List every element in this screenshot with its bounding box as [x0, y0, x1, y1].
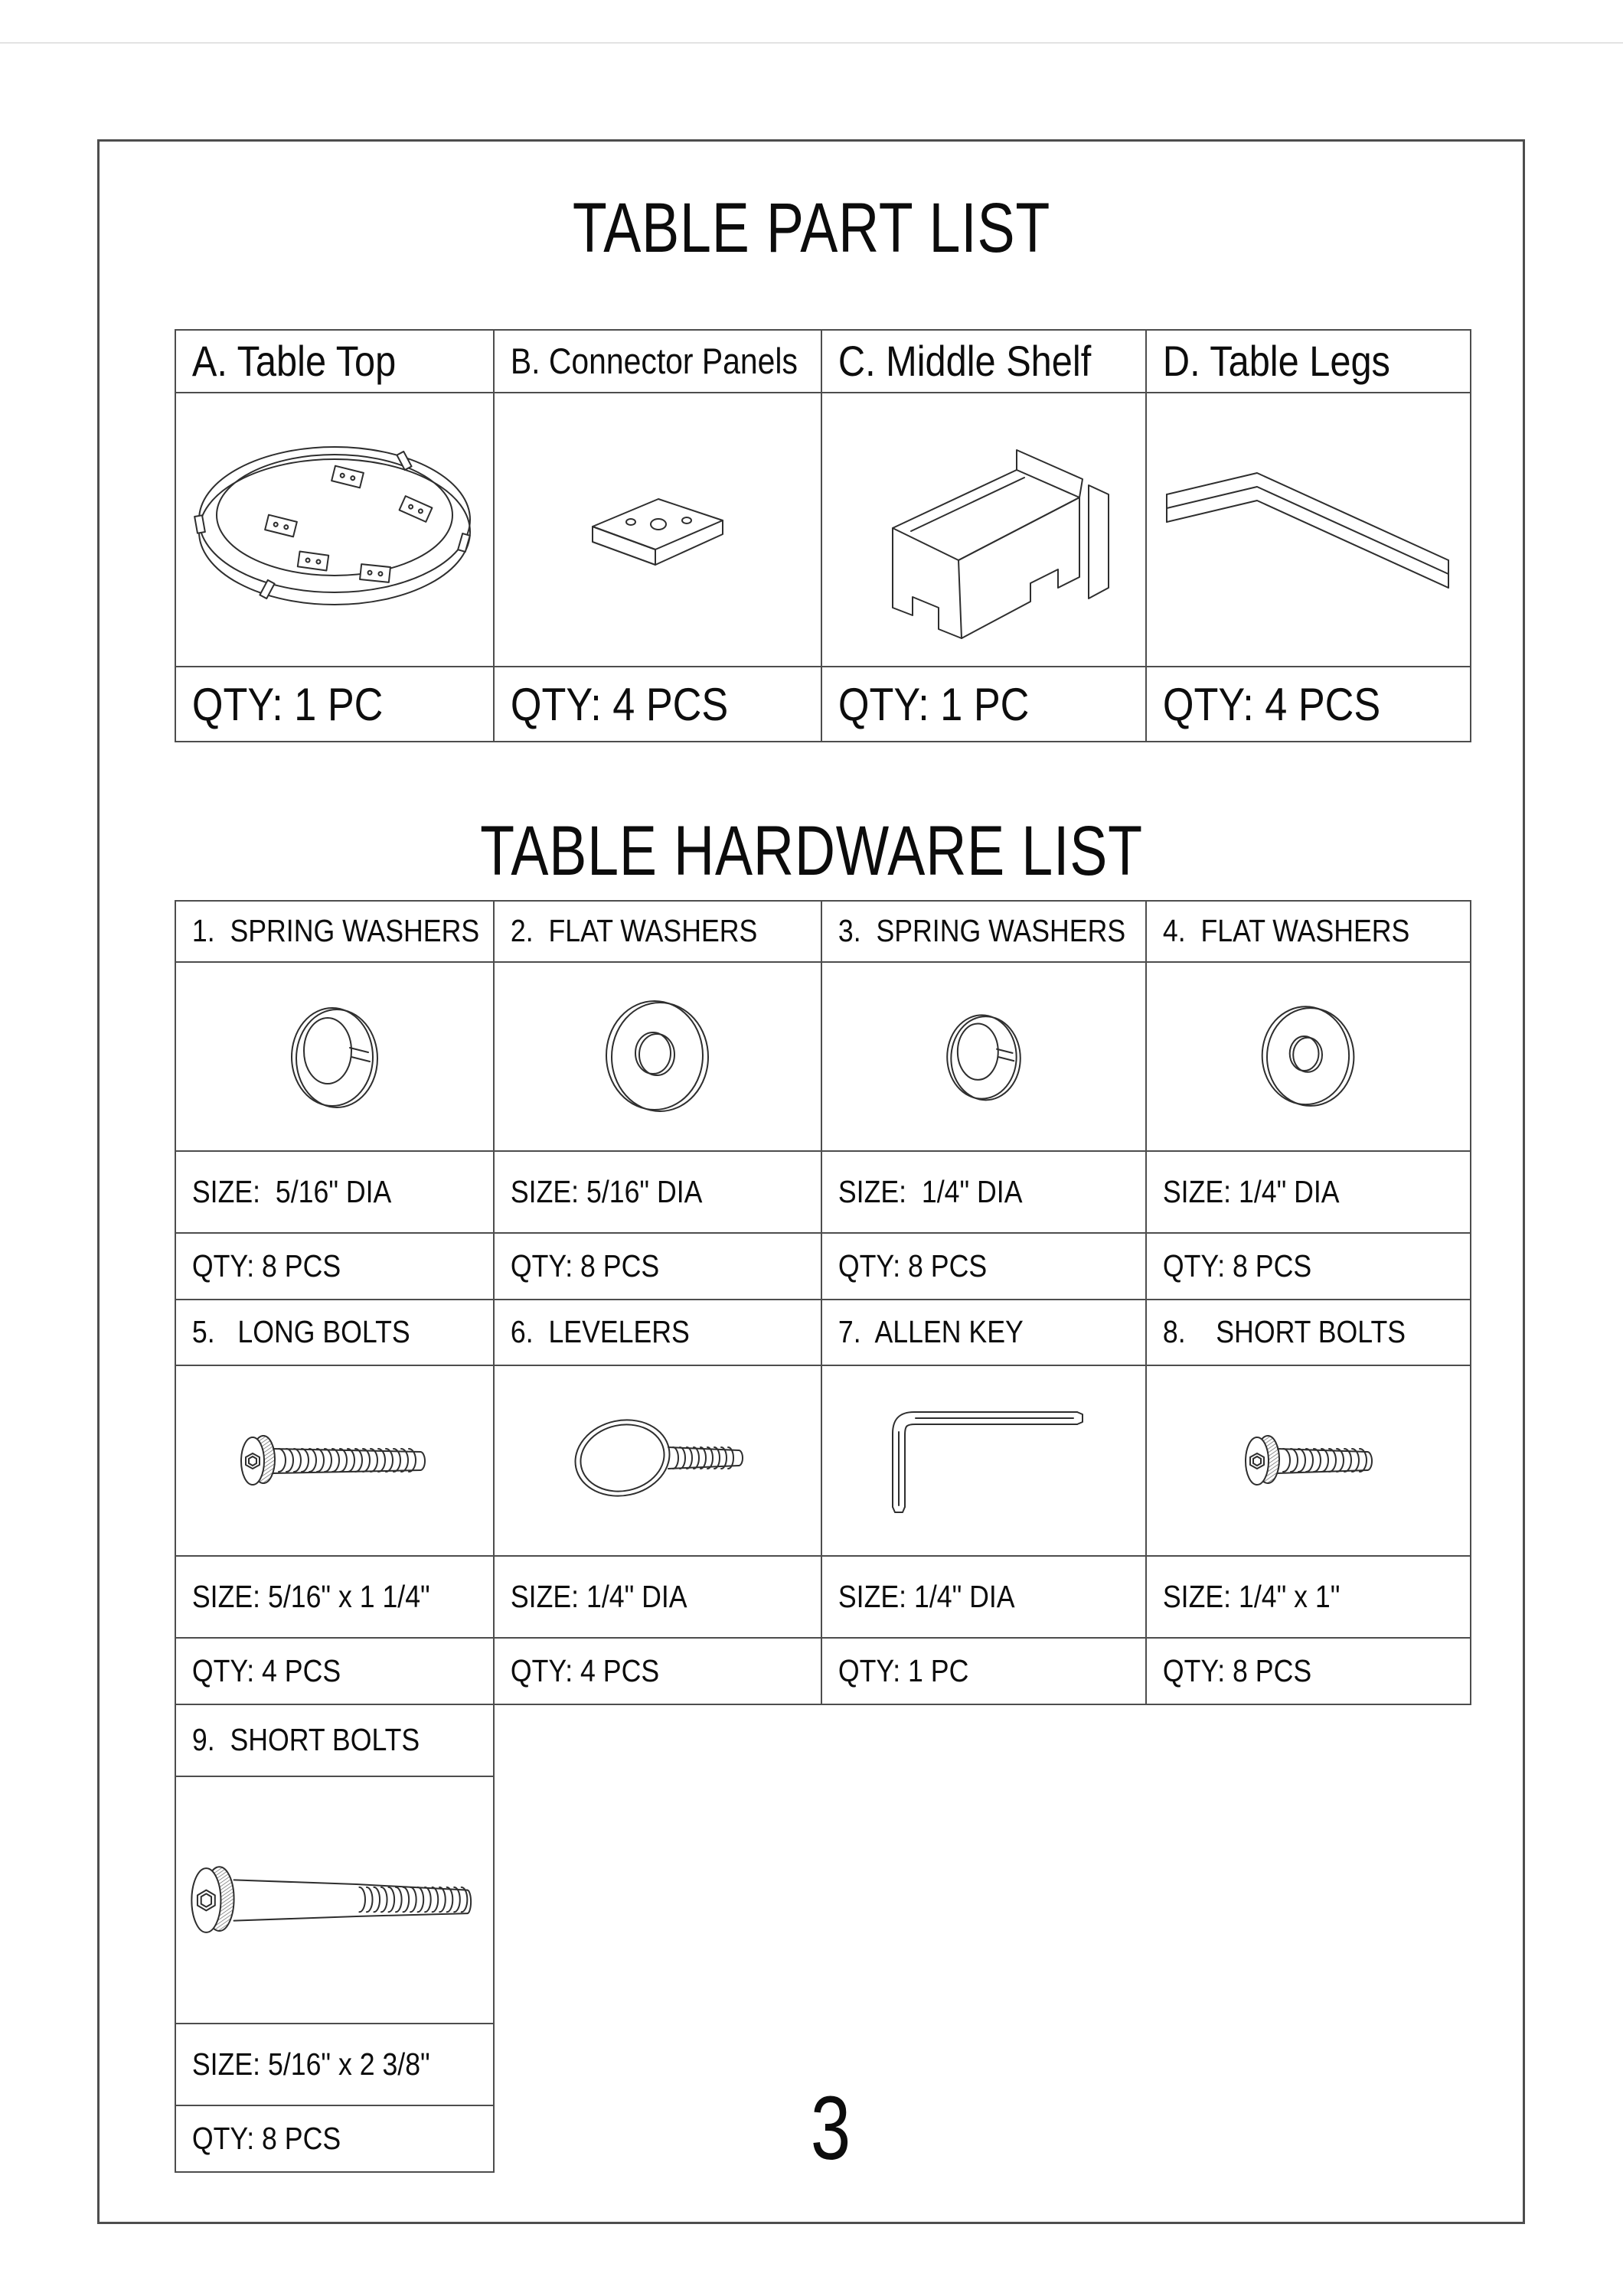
- hw-qty-cell-5: [175, 1639, 495, 1705]
- part-header-c: [822, 329, 1147, 393]
- spring-washer-icon: [935, 1004, 1033, 1110]
- hw-label-9: 9. SHORT BOLTS: [191, 1722, 420, 1758]
- hw-label-7: 7. ALLEN KEY: [838, 1314, 1024, 1350]
- hw-size-9: SIZE: 5/16" x 2 3/8": [191, 2046, 430, 2082]
- hw-image-cell-7: [822, 1366, 1147, 1557]
- empty-cell: [495, 1777, 822, 2024]
- part-label-c: C. Middle Shelf: [838, 336, 1092, 385]
- hw-image-cell-8: [1147, 1366, 1471, 1557]
- hw-header-6: [495, 1300, 822, 1366]
- hw-qty-cell-2: [495, 1234, 822, 1300]
- empty-cell: [495, 1705, 822, 1777]
- hw-qty-cell-6: [495, 1639, 822, 1705]
- page-number: 3: [810, 2078, 851, 2179]
- hw-size-cell-8: [1147, 1557, 1471, 1639]
- empty-cell: [1147, 1705, 1471, 1777]
- empty-cell: [1147, 2024, 1471, 2106]
- hw-size-cell-9: [175, 2024, 495, 2106]
- hw-image-cell-9: [175, 1777, 495, 2024]
- part-qty-d: QTY: 4 PCS: [1162, 678, 1381, 730]
- part-label-a: A. Table Top: [191, 336, 397, 385]
- part-image-cell-d: [1147, 393, 1471, 667]
- long-bolt-icon: [231, 1423, 438, 1499]
- hw-size-4: SIZE: 1/4" DIA: [1162, 1173, 1340, 1209]
- hw-qty-5: QTY: 4 PCS: [191, 1652, 341, 1688]
- parts-table: [175, 329, 1471, 742]
- hw-qty-cell-1: [175, 1234, 495, 1300]
- part-image-cell-c: [822, 393, 1147, 667]
- hw-size-2: SIZE: 5/16" DIA: [510, 1173, 703, 1209]
- hw-size-1: SIZE: 5/16" DIA: [191, 1173, 392, 1209]
- part-image-cell-b: [495, 393, 822, 667]
- hw-qty-6: QTY: 4 PCS: [510, 1652, 660, 1688]
- part-qty-cell-d: [1147, 667, 1471, 742]
- hw-size-cell-1: [175, 1152, 495, 1234]
- hw-qty-7: QTY: 1 PC: [838, 1652, 969, 1688]
- hw-header-2: [495, 900, 822, 963]
- hw-qty-3: QTY: 8 PCS: [838, 1247, 988, 1283]
- hw-size-5: SIZE: 5/16" x 1 1/4": [191, 1578, 430, 1614]
- hw-image-cell-3: [822, 963, 1147, 1152]
- hw-qty-1: QTY: 8 PCS: [191, 1247, 341, 1283]
- hw-size-3: SIZE: 1/4" DIA: [838, 1173, 1023, 1209]
- hw-qty-cell-7: [822, 1639, 1147, 1705]
- hw-image-cell-2: [495, 963, 822, 1152]
- hw-header-8: [1147, 1300, 1471, 1366]
- hw-size-7: SIZE: 1/4" DIA: [838, 1578, 1015, 1614]
- hw-size-cell-2: [495, 1152, 822, 1234]
- part-image-cell-a: [175, 393, 495, 667]
- empty-cell: [822, 1705, 1147, 1777]
- hw-qty-8: QTY: 8 PCS: [1162, 1652, 1312, 1688]
- part-qty-cell-b: [495, 667, 822, 742]
- hw-header-7: [822, 1300, 1147, 1366]
- part-label-d: D. Table Legs: [1162, 336, 1390, 385]
- short-bolt-icon: [1236, 1423, 1381, 1499]
- empty-cell: [495, 2106, 822, 2173]
- hw-header-1: [175, 900, 495, 963]
- hw-qty-cell-9: [175, 2106, 495, 2173]
- hw-size-cell-6: [495, 1557, 822, 1639]
- part-label-b: B. Connector Panels: [510, 341, 798, 382]
- hw-header-4: [1147, 900, 1471, 963]
- hw-qty-cell-3: [822, 1234, 1147, 1300]
- flat-washer-icon: [596, 996, 719, 1118]
- middle-shelf-drawing: [850, 415, 1118, 644]
- hw-label-5: 5. LONG BOLTS: [191, 1314, 410, 1350]
- hw-label-1: 1. SPRING WASHERS: [191, 913, 480, 949]
- empty-cell: [822, 2106, 1147, 2173]
- hw-header-3: [822, 900, 1147, 963]
- empty-cell: [495, 2024, 822, 2106]
- flat-washer-icon: [1253, 1002, 1363, 1112]
- part-qty-cell-a: [175, 667, 495, 742]
- hardware-list-title: TABLE HARDWARE LIST: [480, 812, 1143, 890]
- hw-size-cell-3: [822, 1152, 1147, 1234]
- hw-qty-cell-8: [1147, 1639, 1471, 1705]
- part-list-title: TABLE PART LIST: [572, 189, 1051, 267]
- hw-header-5: [175, 1300, 495, 1366]
- hw-label-4: 4. FLAT WASHERS: [1162, 913, 1410, 949]
- hw-size-cell-5: [175, 1557, 495, 1639]
- hw-label-8: 8. SHORT BOLTS: [1162, 1314, 1406, 1350]
- hw-size-cell-4: [1147, 1152, 1471, 1234]
- spring-washer-icon: [277, 996, 392, 1118]
- scan-artifact-line: [0, 42, 1623, 44]
- hw-label-6: 6. LEVELERS: [510, 1314, 690, 1350]
- leveler-icon: [566, 1407, 749, 1515]
- table-top-drawing: [189, 411, 480, 648]
- hw-qty-4: QTY: 8 PCS: [1162, 1247, 1312, 1283]
- part-qty-a: QTY: 1 PC: [191, 678, 384, 730]
- empty-cell: [1147, 1777, 1471, 2024]
- allen-key-icon: [880, 1400, 1087, 1522]
- hw-image-cell-6: [495, 1366, 822, 1557]
- hw-size-8: SIZE: 1/4" x 1": [1162, 1578, 1341, 1614]
- hw-image-cell-5: [175, 1366, 495, 1557]
- table-leg-drawing: [1159, 461, 1458, 598]
- hw-size-cell-7: [822, 1557, 1147, 1639]
- empty-cell: [822, 1777, 1147, 2024]
- hw-label-3: 3. SPRING WASHERS: [838, 913, 1126, 949]
- hw-label-2: 2. FLAT WASHERS: [510, 913, 758, 949]
- hardware-table: [175, 900, 1471, 2179]
- hw-header-9: [175, 1705, 495, 1777]
- hw-image-cell-4: [1147, 963, 1471, 1152]
- empty-cell: [1147, 2106, 1471, 2173]
- part-header-a: [175, 329, 495, 393]
- hw-size-6: SIZE: 1/4" DIA: [510, 1578, 687, 1614]
- short-bolt-long-icon: [181, 1854, 488, 1946]
- hw-qty-2: QTY: 8 PCS: [510, 1247, 660, 1283]
- part-qty-b: QTY: 4 PCS: [510, 678, 729, 730]
- hw-qty-cell-4: [1147, 1234, 1471, 1300]
- part-header-d: [1147, 329, 1471, 393]
- hw-qty-9: QTY: 8 PCS: [191, 2120, 341, 2156]
- connector-panel-drawing: [585, 484, 730, 576]
- part-qty-cell-c: [822, 667, 1147, 742]
- part-header-b: [495, 329, 822, 393]
- part-qty-c: QTY: 1 PC: [838, 678, 1030, 730]
- hw-image-cell-1: [175, 963, 495, 1152]
- empty-cell: [822, 2024, 1147, 2106]
